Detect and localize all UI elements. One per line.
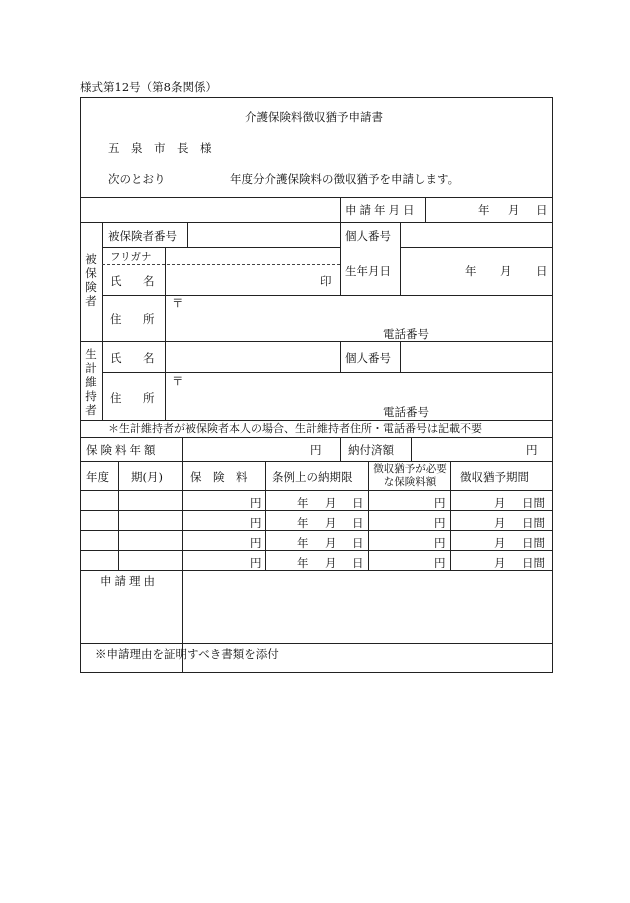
supporter-section-label: 生計維持者 (85, 347, 97, 417)
outer-border-left (80, 97, 81, 673)
form-id: 様式第12号（第8条関係） (80, 80, 217, 94)
premium-label: 保険料年額 (86, 443, 159, 457)
insured-phone-label: 電話番号 (383, 327, 429, 341)
insured-number-label: 被保険者番号 (108, 229, 177, 243)
paid-amount-label: 納付済額 (348, 443, 394, 457)
col-header-deferral-period: 徴収猶予期間 (460, 470, 529, 484)
furigana-label: フリガナ (110, 251, 152, 263)
personal-number-label: 個人番号 (345, 229, 391, 243)
intro-left: 次のとおり (108, 172, 166, 186)
application-date-label: 申請年月日 (345, 203, 418, 217)
reason-label: 申請理由 (100, 574, 158, 588)
form-title: 介護保険料徴収猶予申請書 (245, 110, 383, 124)
row-line (80, 197, 553, 198)
outer-border-top (80, 97, 553, 98)
outer-border-bottom (80, 672, 553, 673)
insured-name-label: 氏 名 (110, 274, 160, 288)
supporter-address-label: 住 所 (110, 391, 160, 405)
supporter-note: ＊生計維持者が被保険者本人の場合、生計維持者住所・電話番号は記載不要 (108, 422, 482, 435)
insured-section-label: 被保険者 (85, 252, 97, 308)
outer-border-right (552, 97, 553, 673)
supporter-personal-number-label: 個人番号 (345, 351, 391, 365)
supporter-name-label: 氏 名 (110, 351, 160, 365)
birth-date-label: 生年月日 (345, 264, 391, 278)
col-header-deferred-amount: 徴収猶予が必要な保険料額 (373, 463, 447, 488)
table-row (80, 550, 553, 551)
footnote: ※申請理由を証明すべき書類を添付 (95, 647, 279, 661)
table-row (80, 530, 553, 531)
col-header-premium: 保 険 料 (190, 470, 248, 484)
col-header-year: 年度 (86, 470, 109, 484)
insured-address-label: 住 所 (110, 312, 160, 326)
addressee: 五 泉 市 長 様 (108, 141, 212, 155)
seal-mark: 印 (320, 274, 332, 288)
col-header-due-date: 条例上の納期限 (272, 470, 353, 484)
col-header-period: 期(月) (131, 470, 163, 484)
supporter-postal-mark: 〒 (172, 374, 184, 388)
table-row (80, 510, 553, 511)
insured-postal-mark: 〒 (172, 296, 184, 310)
intro-right: 年度分介護保険料の徴収猶予を申請します。 (230, 172, 460, 186)
table-row (80, 570, 553, 571)
supporter-phone-label: 電話番号 (383, 405, 429, 419)
